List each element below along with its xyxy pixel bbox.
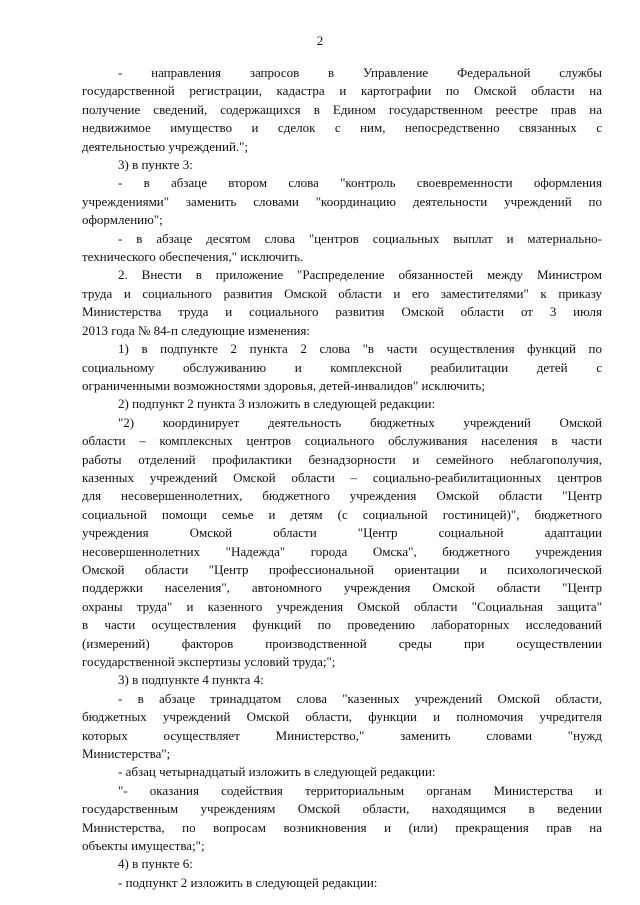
document-body — [82, 64, 602, 892]
paragraph — [82, 266, 602, 340]
text-line: работы отделений профилактики безнадзорности и семейного неблагополучия, — [82, 451, 602, 467]
paragraph — [82, 763, 602, 781]
text-line: социальному обслуживанию и комплексной реабилитации детей с — [82, 359, 602, 375]
text-line: ограниченными возможностями здоровья, детей-инвалидов" исключить; — [82, 377, 485, 393]
paragraph — [82, 690, 602, 764]
text-line: получение сведений, содержащихся в Едином государственном реестре прав на — [82, 101, 602, 117]
text-line: технического обеспечения," исключить. — [82, 249, 304, 265]
text-line: - в абзаце втором слова "контроль своевременности оформления — [118, 175, 602, 191]
text-line: - в абзаце тринадцатом слова "казенных учреждений Омской области, — [118, 690, 602, 706]
text-line: 1) в подпункте 2 пункта 2 слова "в части осуществления функций по — [118, 341, 602, 357]
paragraph — [82, 414, 602, 672]
text-line: охраны труда" и казенного учреждения Омской области "Социальная защита" — [82, 598, 602, 614]
text-line: 3) в пункте 3: — [118, 157, 193, 173]
paragraph — [82, 230, 602, 267]
paragraph — [82, 395, 602, 413]
text-line: Омской области "Центр профессиональной ориентации и психологической — [82, 561, 602, 577]
paragraph — [82, 855, 602, 873]
text-line: 4) в пункте 6: — [118, 856, 193, 872]
page-number: 2 — [316, 33, 324, 48]
text-line: 3) в подпункте 4 пункта 4: — [118, 672, 264, 688]
text-line: социальной помощи семье и детям (с социальной гостиницей)", бюджетного — [82, 506, 602, 522]
text-line: - в абзаце десятом слова "центров социальных выплат и материально- — [118, 230, 602, 246]
paragraph — [82, 340, 602, 395]
paragraph — [82, 874, 602, 892]
text-line: 2. Внести в приложение "Распределение обязанностей между Министром — [118, 267, 602, 283]
text-line: государственным учреждениям Омской области, находящимся в ведении — [82, 801, 602, 817]
text-line: 2) подпункт 2 пункта 3 изложить в следующей редакции: — [118, 396, 436, 412]
text-line: недвижимое имущество и сделок с ним, непосредственно связанных с — [82, 120, 602, 136]
text-line: Министерства"; — [82, 746, 171, 762]
text-line: - абзац четырнадцатый изложить в следующей редакции: — [118, 764, 436, 780]
text-line: - подпункт 2 изложить в следующей редакции: — [118, 874, 378, 890]
text-line: труда и социального развития Омской области и его заместителями" к приказу — [82, 285, 602, 301]
text-line: учреждениями" заменить словами "координацию деятельности учреждений по — [82, 193, 602, 209]
text-line: которых осуществляет Министерство," заменить словами "нужд — [82, 727, 602, 743]
text-line: несовершеннолетних "Надежда" города Омска", бюджетного учреждения — [82, 543, 602, 559]
text-line: (измерений) факторов производственной среды при осуществлении — [82, 635, 602, 651]
paragraph — [82, 64, 602, 156]
text-line: Министерства труда и социального развития Омской области от 3 июля — [82, 304, 602, 320]
text-line: оформлению"; — [82, 212, 163, 228]
paragraph — [82, 671, 602, 689]
text-line: деятельностью учреждений."; — [82, 138, 249, 154]
paragraph — [82, 174, 602, 229]
text-line: государственной экспертизы условий труда;"; — [82, 654, 336, 669]
text-line: области – комплексных центров социального обслуживания населения в части — [82, 433, 602, 449]
text-line: поддержки населения", автономного учреждения Омской области "Центр — [82, 580, 602, 596]
text-line: учреждения Омской области "Центр социальной адаптации — [82, 525, 602, 541]
text-line: объекты имущества;"; — [82, 838, 205, 854]
text-line: для несовершеннолетних, бюджетного учреждения Омской области "Центр — [82, 488, 602, 504]
text-line: государственной регистрации, кадастра и картографии по Омской области на — [82, 83, 602, 99]
text-line: "- оказания содействия территориальным органам Министерства и — [118, 782, 602, 798]
paragraph — [82, 156, 602, 174]
text-line: Министерства, по вопросам возникновения и (или) прекращения прав на — [82, 819, 602, 835]
text-line: 2013 года № 84-п следующие изменения: — [82, 322, 311, 338]
text-line: бюджетных учреждений Омской области, функции и полномочия учредителя — [82, 709, 602, 725]
text-line: казенных учреждений Омской области – социально-реабилитационных центров — [82, 469, 602, 485]
text-line: - направления запросов в Управление Федеральной службы — [118, 65, 602, 80]
paragraph — [82, 782, 602, 856]
text-line: "2) координирует деятельность бюджетных учреждений Омской — [118, 414, 602, 430]
text-line: в части осуществления функций по проведению лабораторных исследований — [82, 617, 602, 633]
